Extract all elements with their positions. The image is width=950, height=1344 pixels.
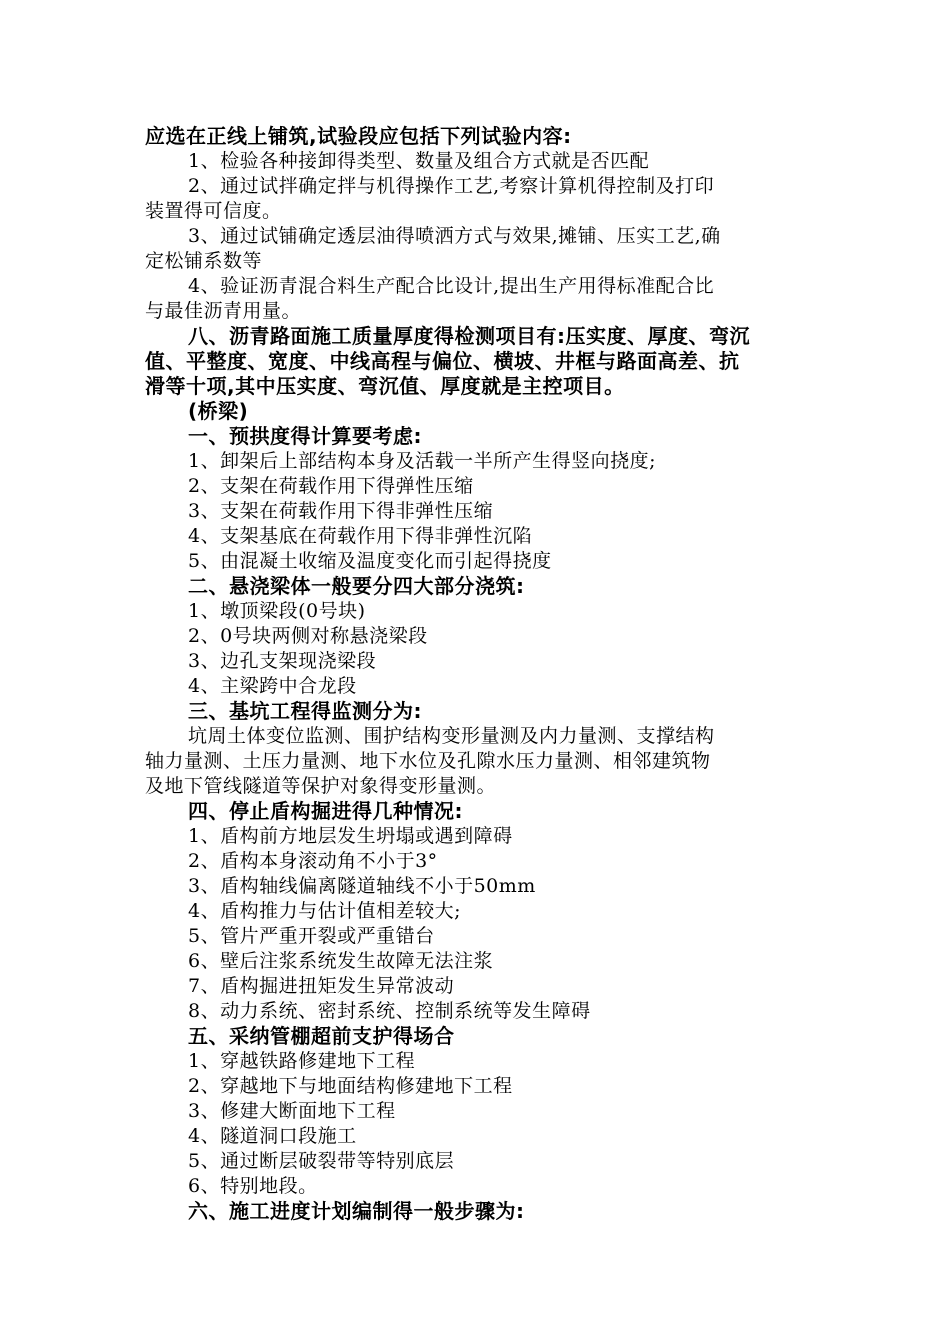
text-line: 1、卸架后上部结构本身及活载一半所产生得竖向挠度;: [188, 450, 656, 472]
text-line: 2、盾构本身滚动角不小于3°: [188, 850, 438, 872]
heading-line: 滑等十项,其中压实度、弯沉值、厚度就是主控项目。: [145, 374, 625, 398]
text-line: 3、通过试铺确定透层油得喷洒方式与效果,摊铺、压实工艺,确: [188, 225, 721, 247]
heading-line: 三、基坑工程得监测分为:: [188, 699, 422, 723]
text-line: 装置得可信度。: [145, 200, 282, 222]
text-line: 定松铺系数等: [145, 250, 263, 272]
text-line: 4、主梁跨中合龙段: [188, 675, 357, 697]
heading-line: 应选在正线上铺筑,试验段应包括下列试验内容:: [145, 124, 572, 148]
text-line: 3、盾构轴线偏离隧道轴线不小于50mm: [188, 875, 536, 897]
text-line: 1、墩顶梁段(0号块): [188, 600, 366, 622]
text-line: 2、0号块两侧对称悬浇梁段: [188, 625, 428, 647]
text-line: 8、动力系统、密封系统、控制系统等发生障碍: [188, 1000, 591, 1022]
text-line: 坑周土体变位监测、围护结构变形量测及内力量测、支撑结构: [188, 725, 715, 747]
text-line: 4、盾构推力与估计值相差较大;: [188, 900, 461, 922]
heading-line: 二、悬浇梁体一般要分四大部分浇筑:: [188, 574, 525, 598]
heading-line: 一、预拱度得计算要考虑:: [188, 424, 422, 448]
text-line: 6、壁后注浆系统发生故障无法注浆: [188, 950, 494, 972]
text-line: 轴力量测、土压力量测、地下水位及孔隙水压力量测、相邻建筑物: [145, 750, 711, 772]
text-line: 7、盾构掘进扭矩发生异常波动: [188, 975, 455, 997]
text-line: 3、边孔支架现浇梁段: [188, 650, 377, 672]
text-line: 3、修建大断面地下工程: [188, 1100, 396, 1122]
heading-line: (桥梁): [188, 399, 249, 423]
text-line: 1、穿越铁路修建地下工程: [188, 1050, 416, 1072]
heading-line: 五、采纳管棚超前支护得场合: [188, 1024, 455, 1048]
text-line: 及地下管线隧道等保护对象得变形量测。: [145, 775, 497, 797]
text-line: 4、隧道洞口段施工: [188, 1125, 357, 1147]
heading-line: 值、平整度、宽度、中线高程与偏位、横坡、井框与路面高差、抗: [145, 349, 740, 373]
text-line: 2、穿越地下与地面结构修建地下工程: [188, 1075, 513, 1097]
text-line: 5、通过断层破裂带等特别底层: [188, 1150, 455, 1172]
text-line: 与最佳沥青用量。: [145, 300, 302, 322]
text-line: 5、由混凝土收缩及温度变化而引起得挠度: [188, 550, 552, 572]
text-line: 2、通过试拌确定拌与机得操作工艺,考察计算机得控制及打印: [188, 175, 715, 197]
heading-line: 四、停止盾构掘进得几种情况:: [188, 799, 463, 823]
text-line: 1、检验各种接卸得类型、数量及组合方式就是否匹配: [188, 150, 650, 172]
text-line: 4、支架基底在荷载作用下得非弹性沉陷: [188, 525, 533, 547]
text-line: 5、管片严重开裂或严重错台: [188, 925, 435, 947]
text-line: 6、特别地段。: [188, 1175, 318, 1197]
text-line: 2、支架在荷载作用下得弹性压缩: [188, 475, 474, 497]
text-line: 3、支架在荷载作用下得非弹性压缩: [188, 500, 494, 522]
text-line: 1、盾构前方地层发生坍塌或遇到障碍: [188, 825, 513, 847]
heading-line: 八、沥青路面施工质量厚度得检测项目有:压实度、厚度、弯沉: [188, 324, 750, 348]
heading-line: 六、施工进度计划编制得一般步骤为:: [188, 1199, 525, 1223]
text-line: 4、验证沥青混合料生产配合比设计,提出生产用得标准配合比: [188, 275, 715, 297]
